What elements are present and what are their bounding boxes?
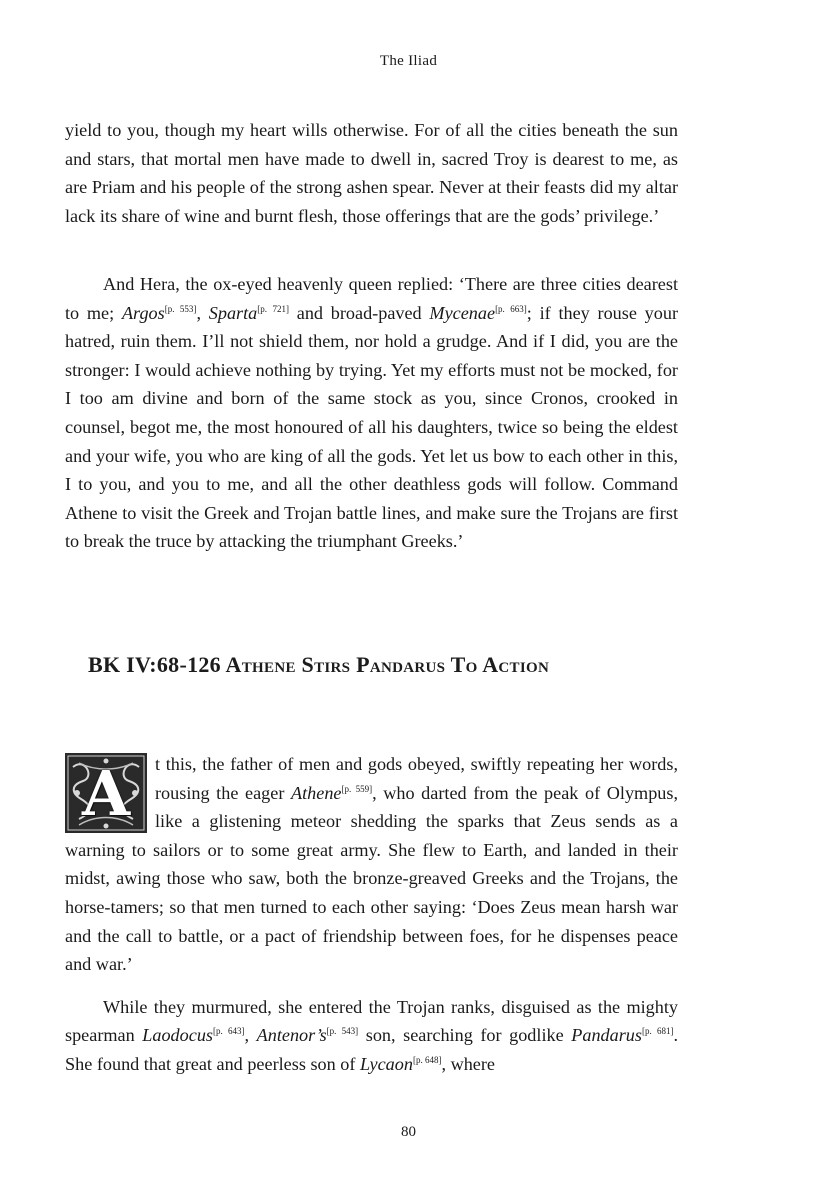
paragraph-3: [65, 750, 678, 979]
paragraph-1: [65, 116, 678, 230]
paragraph-2: [65, 270, 678, 556]
paragraph-2-text: [65, 270, 678, 556]
text-run: , who darted from the peak of Olympus, like a glistening meteor shedding the sparks that Zeus sends as a warning to sailors or to some great army. She flew to Earth, and landed in their midst, awing those who saw, both the bronze-greaved Greeks and the Trojans, the horse-tamers; so that men turned to each other saying: ‘Does Zeus mean harsh war and the call to battle, or a pact of friendship between foes, for he dispenses peace and war.’: [65, 782, 679, 975]
text-run: And Hera, the ox-eyed heavenly queen replied: ‘There are three cities dearest to me;: [65, 274, 678, 323]
page-reference-antenor[interactable]: [p. 543]: [326, 1026, 359, 1037]
page-reference-pandarus[interactable]: [p. 681]: [641, 1026, 674, 1037]
text-run: , where: [441, 1053, 495, 1074]
section-body: [65, 750, 678, 1079]
page-reference-argos[interactable]: [p. 553]: [164, 303, 197, 314]
name-antenor[interactable]: Antenor’s: [256, 1025, 327, 1046]
page-reference-laodocus[interactable]: [p. 643]: [212, 1026, 245, 1037]
text-run: t this, the father of men and gods obeyed, swiftly repeating her words, rousing the eager: [155, 754, 678, 803]
page-reference-athene[interactable]: [p. 559]: [341, 783, 373, 794]
text-run: While they murmured, she entered the Trojan ranks, disguised as the mighty spearman: [65, 996, 678, 1046]
running-header: The Iliad: [379, 53, 438, 69]
section-heading: BK IV:68-126 Athene Stirs Pandarus To Action: [88, 652, 550, 677]
place-name-argos[interactable]: Argos: [121, 302, 165, 323]
place-name-mycenae[interactable]: Mycenae: [429, 302, 496, 323]
text-run: ,: [196, 302, 209, 323]
paragraph-4: [65, 993, 678, 1079]
text-run: ; if they rouse your hatred, ruin them. I’ll not shield them, nor hold a grudge. And if I did, you are the stronger: I would achieve nothing by trying. Yet my efforts must not be mocked, for I too am divine and born of the same stock as you, since Cronos, crooked in counsel, begot me, the most honoured of all his daughters, twice so being the eldest and your wife, you who are king of all the gods. Yet let us bow to each other in this, I to you, and you to me, and all the other deathless gods will follow. Command Athene to visit the Greek and Trojan battle lines, and make sure the Trojans are first to break the truce by attacking the triumphant Greeks.’: [65, 302, 679, 552]
name-athene[interactable]: Athene: [291, 782, 342, 803]
name-lycaon[interactable]: Lycaon: [359, 1053, 413, 1074]
page-reference-mycenae[interactable]: [p. 663]: [495, 303, 527, 314]
page-reference-lycaon[interactable]: [p. 648]: [412, 1054, 442, 1065]
drop-cap-letter: A: [81, 757, 131, 830]
text-run: son, searching for godlike: [358, 1025, 572, 1046]
drop-cap-ornament: [65, 753, 147, 833]
text-run: . She found that great and peerless son of: [65, 1025, 679, 1074]
paragraph-1-text: yield to you, though my heart wills otherwise. For of all the cities beneath the sun and stars, that mortal men have made to dwell in, sacred Troy is dearest to me, as are Priam and his people of the strong ashen spear. Never at their feasts did my altar lack its share of wine and burnt flesh, those offerings that are the gods’ privilege.’: [65, 120, 678, 226]
text-run: and broad-paved: [288, 302, 430, 323]
name-pandarus[interactable]: Pandarus: [571, 1025, 642, 1046]
name-laodocus[interactable]: Laodocus: [142, 1025, 213, 1046]
text-run: ,: [244, 1025, 257, 1046]
place-name-sparta[interactable]: Sparta: [208, 302, 258, 323]
page-number: 80: [401, 1124, 416, 1140]
page-reference-sparta[interactable]: [p. 721]: [257, 303, 289, 314]
